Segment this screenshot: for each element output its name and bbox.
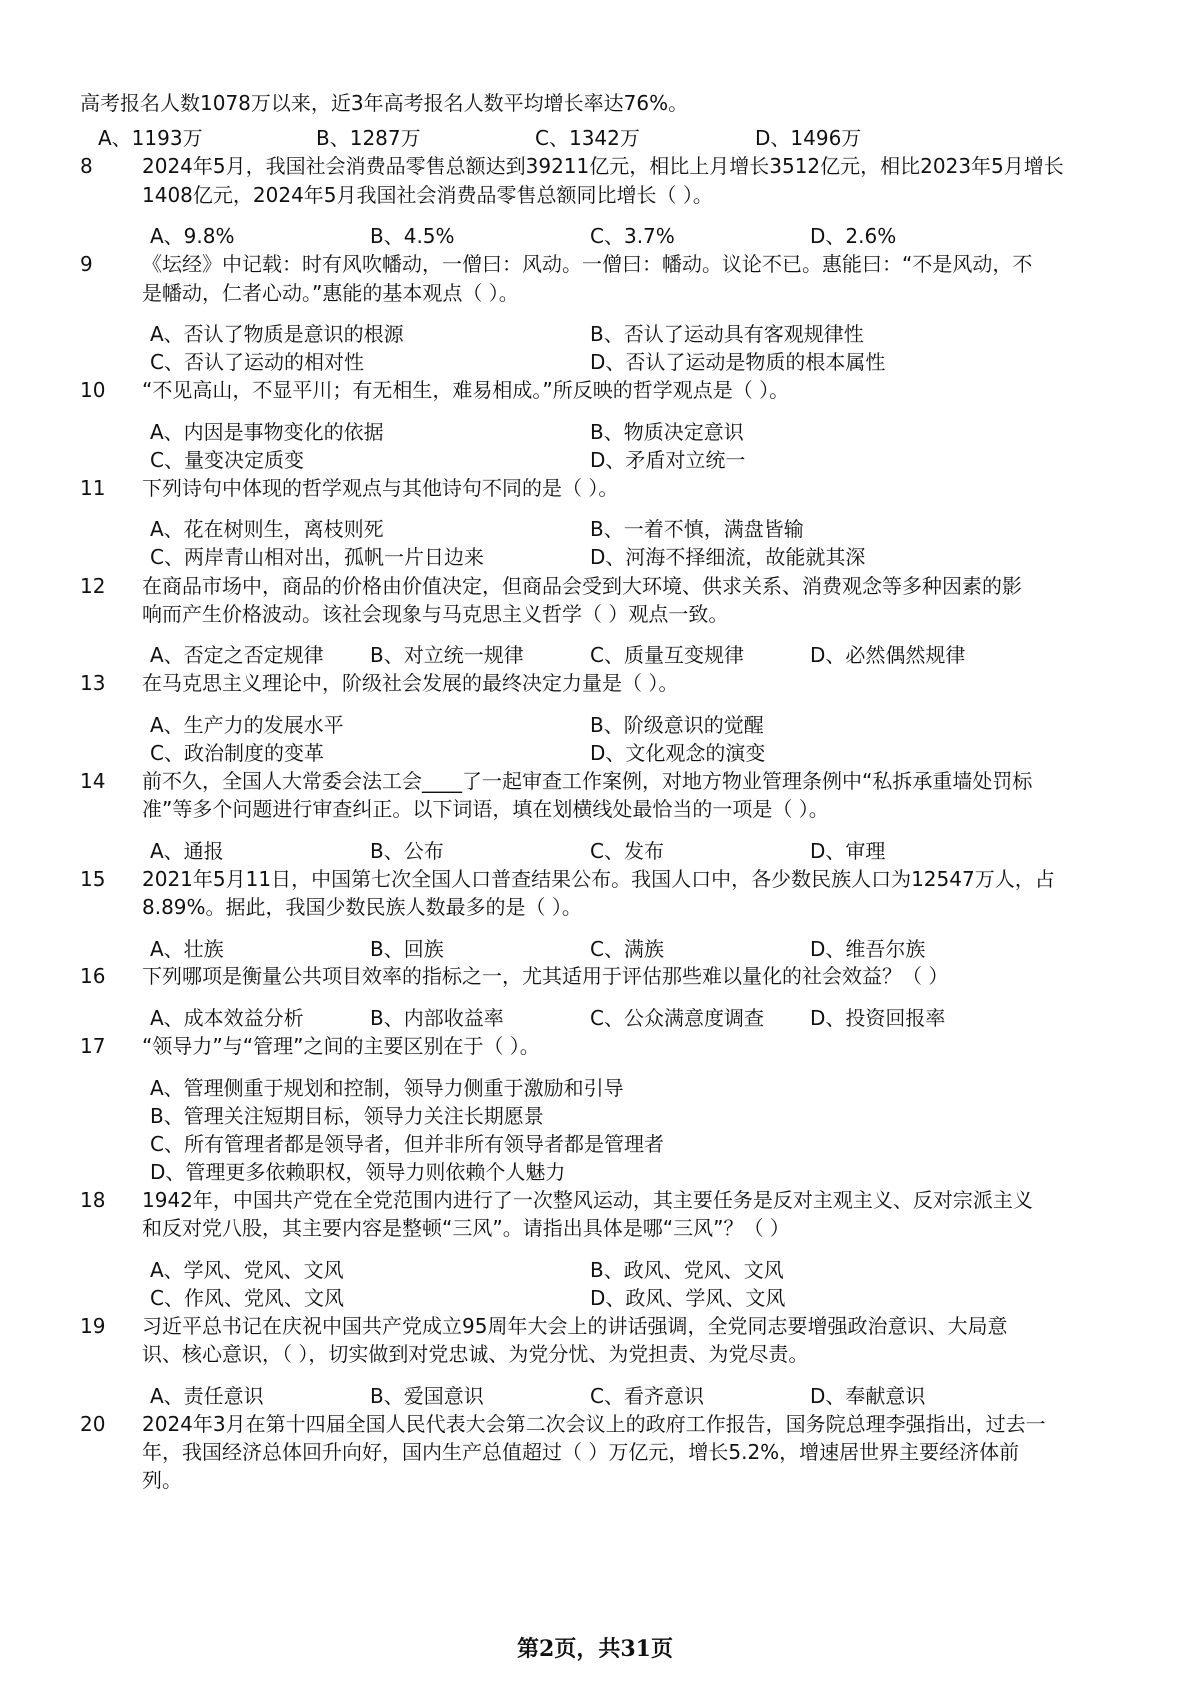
option-d: D、管理更多依赖职权，领导力则依赖个人魅力 (150, 1160, 566, 1184)
option-d: D、2.6% (810, 224, 897, 248)
question-number: 20 (80, 1412, 106, 1436)
option-a: A、内因是事物变化的依据 (150, 420, 384, 444)
option-d: D、否认了运动是物质的根本属性 (590, 350, 886, 374)
option-a: A、壮族 (150, 937, 224, 961)
question-number: 14 (80, 769, 106, 793)
question-number: 18 (80, 1188, 106, 1212)
option-b: B、否认了运动具有客观规律性 (590, 322, 864, 346)
question-number: 9 (80, 252, 93, 276)
option-a: A、否定之否定规律 (150, 643, 324, 667)
question-text-line: 习近平总书记在庆祝中国共产党成立95周年大会上的讲话强调，全党同志要增强政治意识、大局意 (142, 1314, 1008, 1338)
option-c: C、两岸青山相对出，孤帆一片日边来 (150, 545, 484, 569)
option-c: C、发布 (590, 839, 664, 863)
question-number: 16 (80, 964, 106, 988)
option-c: C、看齐意识 (590, 1384, 704, 1408)
question-text-line: 1408亿元，2024年5月我国社会消费品零售总额同比增长（ ）。 (142, 183, 713, 207)
question-text-line: 《坛经》中记载：时有风吹幡动，一僧曰：风动。一僧曰：幡动。议论不已。惠能曰：“不是风动，不 (142, 252, 1033, 276)
question-number: 10 (80, 378, 106, 402)
option-d: D、投资回报率 (810, 1006, 946, 1030)
option-c: C、量变决定质变 (150, 448, 304, 472)
option-a: A、生产力的发展水平 (150, 713, 344, 737)
question-number: 15 (80, 867, 106, 891)
option-c: C、3.7% (590, 224, 675, 248)
option-d: D、维吾尔族 (810, 937, 926, 961)
option-a: A、成本效益分析 (150, 1006, 304, 1030)
question-text-line: 下列诗句中体现的哲学观点与其他诗句不同的是（ ）。 (142, 476, 619, 500)
question-text-line: 下列哪项是衡量公共项目效率的指标之一，尤其适用于评估那些难以量化的社会效益？（ ） (142, 964, 949, 988)
option-b: B、物质决定意识 (590, 420, 744, 444)
option-b: B、公布 (370, 839, 444, 863)
question-text-line: 和反对党八股，其主要内容是整顿“三风”。请指出具体是哪“三风”？（ ） (142, 1216, 790, 1240)
option-a: A、学风、党风、文风 (150, 1258, 344, 1282)
option-a: A、9.8% (150, 224, 235, 248)
option-c: C、所有管理者都是领导者，但并非所有领导者都是管理者 (150, 1132, 664, 1156)
option-c: C、政治制度的变革 (150, 741, 324, 765)
question-text-line: 1942年，中国共产党在全党范围内进行了一次整风运动，其主要任务是反对主观主义、反对宗派主义 (142, 1188, 1033, 1212)
question-text-line: 2024年5月，我国社会消费品零售总额达到39211亿元，相比上月增长3512亿元，相比2023年5月增长 (142, 154, 1064, 178)
question-number: 8 (80, 154, 93, 178)
option-a: A、通报 (150, 839, 224, 863)
question-text-line: 前不久，全国人大常委会法工会____了一起审查工作案例，对地方物业管理条例中“私拆承重墙处罚标 (142, 769, 1033, 793)
option-b: B、管理关注短期目标，领导力关注长期愿景 (150, 1104, 544, 1128)
question-text-line: 准”等多个问题进行审查纠正。以下词语，填在划横线处最恰当的一项是（ ）。 (142, 797, 829, 821)
intro-option-c: C、1342万 (535, 126, 640, 150)
question-text-line: “领导力”与“管理”之间的主要区别在于（ ）。 (142, 1034, 540, 1058)
question-text-line: 列。 (142, 1468, 182, 1492)
option-c: C、公众满意度调查 (590, 1006, 764, 1030)
option-a: A、管理侧重于规划和控制，领导力侧重于激励和引导 (150, 1076, 624, 1100)
option-d: D、文化观念的演变 (590, 741, 766, 765)
question-text-line: 是幡动，仁者心动。”惠能的基本观点（ ）。 (142, 281, 519, 305)
option-c: C、满族 (590, 937, 664, 961)
option-a: A、否认了物质是意识的根源 (150, 322, 404, 346)
option-b: B、4.5% (370, 224, 455, 248)
option-d: D、矛盾对立统一 (590, 448, 746, 472)
option-b: B、回族 (370, 937, 444, 961)
question-text-line: 在马克思主义理论中，阶级社会发展的最终决定力量是（ ）。 (142, 671, 679, 695)
question-text-line: 识、核心意识，（ ），切实做到对党忠诚、为党分忧、为党担责、为党尽责。 (142, 1342, 809, 1366)
option-b: B、对立统一规律 (370, 643, 524, 667)
question-number: 17 (80, 1034, 106, 1058)
intro-option-a: A、1193万 (98, 126, 203, 150)
page-footer: 第2页，共31页 (517, 1636, 673, 1662)
option-d: D、政风、学风、文风 (590, 1286, 786, 1310)
option-c: C、质量互变规律 (590, 643, 744, 667)
question-text-line: “不见高山，不显平川；有无相生，难易相成。”所反映的哲学观点是（ ）。 (142, 378, 790, 402)
intro-option-b: B、1287万 (316, 126, 421, 150)
question-number: 13 (80, 671, 106, 695)
option-d: D、河海不择细流，故能就其深 (590, 545, 866, 569)
option-d: D、必然偶然规律 (810, 643, 966, 667)
option-c: C、否认了运动的相对性 (150, 350, 364, 374)
option-b: B、一着不慎，满盘皆输 (590, 517, 804, 541)
option-a: A、责任意识 (150, 1384, 264, 1408)
option-d: D、奉献意识 (810, 1384, 926, 1408)
question-text-line: 响而产生价格波动。该社会现象与马克思主义哲学（ ）观点一致。 (142, 602, 729, 626)
question-text-line: 年，我国经济总体回升向好，国内生产总值超过（ ）万亿元，增长5.2%，增速居世界主要经济体前 (142, 1440, 1020, 1464)
option-b: B、政风、党风、文风 (590, 1258, 784, 1282)
question-number: 12 (80, 574, 106, 598)
question-text-line: 2024年3月在第十四届全国人民代表大会第二次会议上的政府工作报告，国务院总理李强指出，过去一 (142, 1412, 1046, 1436)
intro-option-d: D、1496万 (755, 126, 862, 150)
question-text-line: 8.89%。据此，我国少数民族人数最多的是（ ）。 (142, 895, 582, 919)
intro-line: 高考报名人数1078万以来，近3年高考报名人数平均增长率达76%。 (80, 91, 689, 115)
question-number: 11 (80, 476, 106, 500)
option-b: B、内部收益率 (370, 1006, 504, 1030)
question-number: 19 (80, 1314, 106, 1338)
option-a: A、花在树则生，离枝则死 (150, 517, 384, 541)
option-b: B、爱国意识 (370, 1384, 484, 1408)
option-b: B、阶级意识的觉醒 (590, 713, 764, 737)
option-c: C、作风、党风、文风 (150, 1286, 344, 1310)
question-text-line: 2021年5月11日，中国第七次全国人口普查结果公布。我国人口中，各少数民族人口为12547万人，占 (142, 867, 1055, 891)
option-d: D、审理 (810, 839, 886, 863)
question-text-line: 在商品市场中，商品的价格由价值决定，但商品会受到大环境、供求关系、消费观念等多种因素的影 (142, 574, 1022, 598)
